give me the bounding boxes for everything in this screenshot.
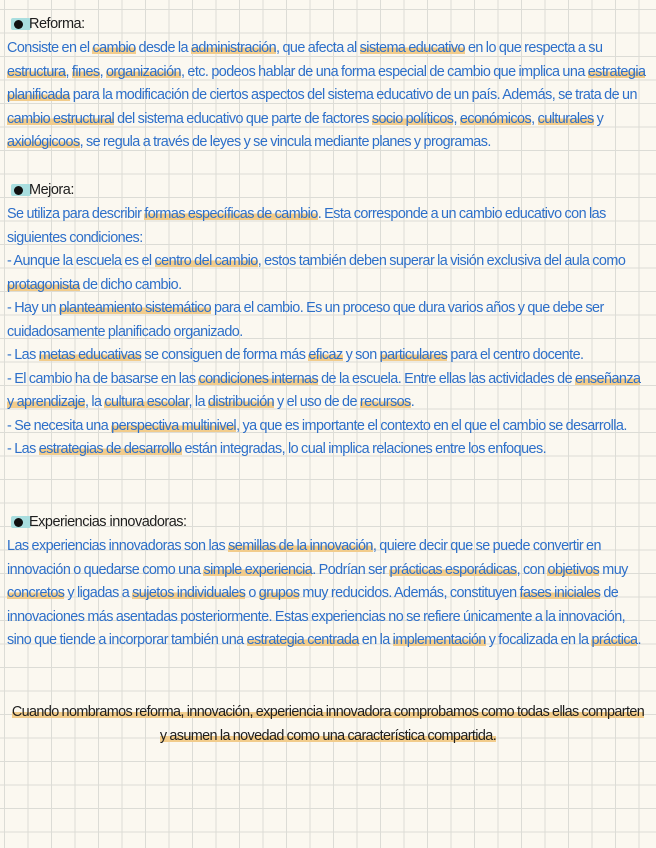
paragraph-mejora [7, 203, 647, 462]
text-run: muy [599, 561, 628, 578]
highlighted-term: culturales [537, 110, 594, 127]
text-run: , etc. podeos hablar de una forma especial de cambio que implica una [180, 63, 588, 80]
text-run: de innovaciones más asentadas posteriormente. Estas experiencias no se refiere únicamente a la innovación, sino que tiende a incorporar también una [7, 585, 626, 648]
highlighted-term: formas específicas de cambio [144, 206, 318, 222]
text-run: - El cambio ha de basarse en las [7, 370, 199, 387]
text-run: y [593, 110, 604, 127]
text-run: de la escuela. Entre ellas las actividades de [318, 370, 575, 387]
text-run: , con [516, 561, 548, 578]
text-run: - Se necesita una [7, 417, 112, 434]
text-run: , [99, 63, 106, 80]
highlighted-term: metas educativas [38, 347, 142, 363]
text-run: . Esta corresponde a un cambio educativo con las siguientes condiciones: [7, 206, 606, 246]
highlighted-term: cambio estructural [7, 110, 115, 127]
highlighted-term: simple experiencia [203, 561, 313, 578]
text-run: , [453, 110, 460, 127]
highlighted-term: enseñanza y aprendizaje [7, 370, 641, 410]
highlighted-term: estrategias de desarrollo [38, 441, 182, 457]
conclusion-highlight: Cuando nombramos reforma, innovación, experiencia innovadora comprobamos como todas ellas comparten y asumen la novedad como una característica compartida. [11, 704, 645, 744]
highlighted-term: económicos [459, 110, 532, 127]
paragraph-reforma [7, 37, 647, 155]
text-run: , [65, 63, 72, 80]
paragraph-experiencias [7, 535, 647, 653]
text-run: , se regula a través de leyes y se vincula mediante planes y programas. [79, 134, 491, 150]
heading-experiencias [14, 512, 187, 532]
text-run: desde la [135, 40, 191, 56]
highlighted-term: concretos [7, 585, 65, 601]
text-run: están integradas, lo cual implica relaciones entre los enfoques. [181, 441, 547, 457]
highlighted-term: fines [71, 63, 100, 80]
highlighted-term: axiológicoos [7, 134, 80, 150]
text-run: , la [84, 394, 105, 410]
text-run: . [410, 394, 415, 410]
text-run: y focalizada en la [485, 632, 592, 648]
text-run: del sistema educativo que parte de factores [114, 110, 372, 127]
heading-reforma [14, 14, 85, 34]
highlighted-term: cultura escolar [104, 394, 189, 410]
text-run: de dicho cambio. [79, 276, 182, 293]
text-run: - Las [7, 347, 39, 363]
highlighted-term: recursos [359, 394, 411, 410]
text-run: - Las [7, 441, 39, 457]
highlighted-term: particulares [379, 347, 448, 363]
text-run: y ligadas a [64, 585, 133, 601]
highlighted-term: estrategia centrada [246, 632, 359, 648]
text-run: - Aunque la escuela es el [7, 253, 155, 269]
highlighted-term: objetivos [547, 561, 600, 578]
text-run: Las experiencias innovadoras son las [7, 538, 229, 554]
text-run: , [531, 110, 538, 127]
text-run: o [245, 585, 259, 601]
text-run: , quiere decir que se puede convertir en innovación o quedarse como una [7, 538, 601, 578]
highlighted-term: protagonista [7, 276, 80, 293]
conclusion-text [8, 701, 648, 748]
text-run: . Podrían ser [312, 561, 390, 578]
heading-mejora-label: Mejora: [29, 182, 74, 198]
highlighted-term: estructura [7, 63, 66, 80]
text-run: , la [188, 394, 208, 410]
text-run: Se utiliza para describir [7, 206, 145, 222]
highlighted-term: planteamiento sistemático [58, 300, 212, 316]
text-run: Consiste en el [7, 40, 93, 56]
text-run: en la [358, 632, 393, 648]
highlighted-term: socio políticos [371, 110, 454, 127]
text-run: . [637, 632, 641, 648]
text-run: , que afecta al [276, 40, 360, 56]
bullet-icon [14, 186, 23, 195]
text-run: para el centro docente. [447, 347, 584, 363]
highlighted-term: centro del cambio [154, 253, 258, 269]
text-run: se consiguen de forma más [141, 347, 309, 363]
highlighted-term: distribución [207, 394, 275, 410]
highlighted-term: prácticas esporádicas [389, 561, 517, 578]
highlighted-term: estrategia planificada [7, 63, 646, 103]
text-run: , ya que es importante el contexto en el que el cambio se desarrolla. [236, 417, 627, 434]
highlighted-term: administración [190, 40, 277, 56]
text-run: , estos también deben superar la visión exclusiva del aula como [257, 253, 626, 269]
highlighted-term: eficaz [308, 347, 343, 363]
text-run: muy reducidos. Además, constituyen [299, 585, 520, 601]
highlighted-term: implementación [392, 632, 486, 648]
text-run: para la modificación de ciertos aspectos del sistema educativo de un país. Además, se trata de un [69, 87, 637, 103]
text-run: - Hay un [7, 300, 59, 316]
text-run: en lo que respecta a su [465, 40, 603, 56]
highlighted-term: cambio [92, 40, 136, 56]
text-run: y son [342, 347, 380, 363]
highlighted-term: sujetos individuales [132, 585, 246, 601]
highlighted-term: semillas de la innovación [228, 538, 373, 554]
highlighted-term: grupos [258, 585, 300, 601]
heading-reforma-label: Reforma: [29, 16, 85, 32]
heading-experiencias-label: Experiencias innovadoras: [29, 514, 187, 530]
highlighted-term: sistema educativo [359, 40, 465, 56]
heading-mejora [14, 180, 74, 200]
highlighted-term: perspectiva multinivel [111, 417, 237, 434]
bullet-icon [14, 518, 23, 527]
highlighted-term: práctica [591, 632, 638, 648]
text-run: para el cambio. Es un proceso que dura varios años y que debe ser cuidadosamente planificado organizado. [7, 300, 604, 340]
text-run: y el uso de de [274, 394, 360, 410]
highlighted-term: organización [105, 63, 181, 80]
highlighted-term: condiciones internas [198, 370, 319, 387]
bullet-icon [14, 20, 23, 29]
highlighted-term: fases iniciales [519, 585, 601, 601]
